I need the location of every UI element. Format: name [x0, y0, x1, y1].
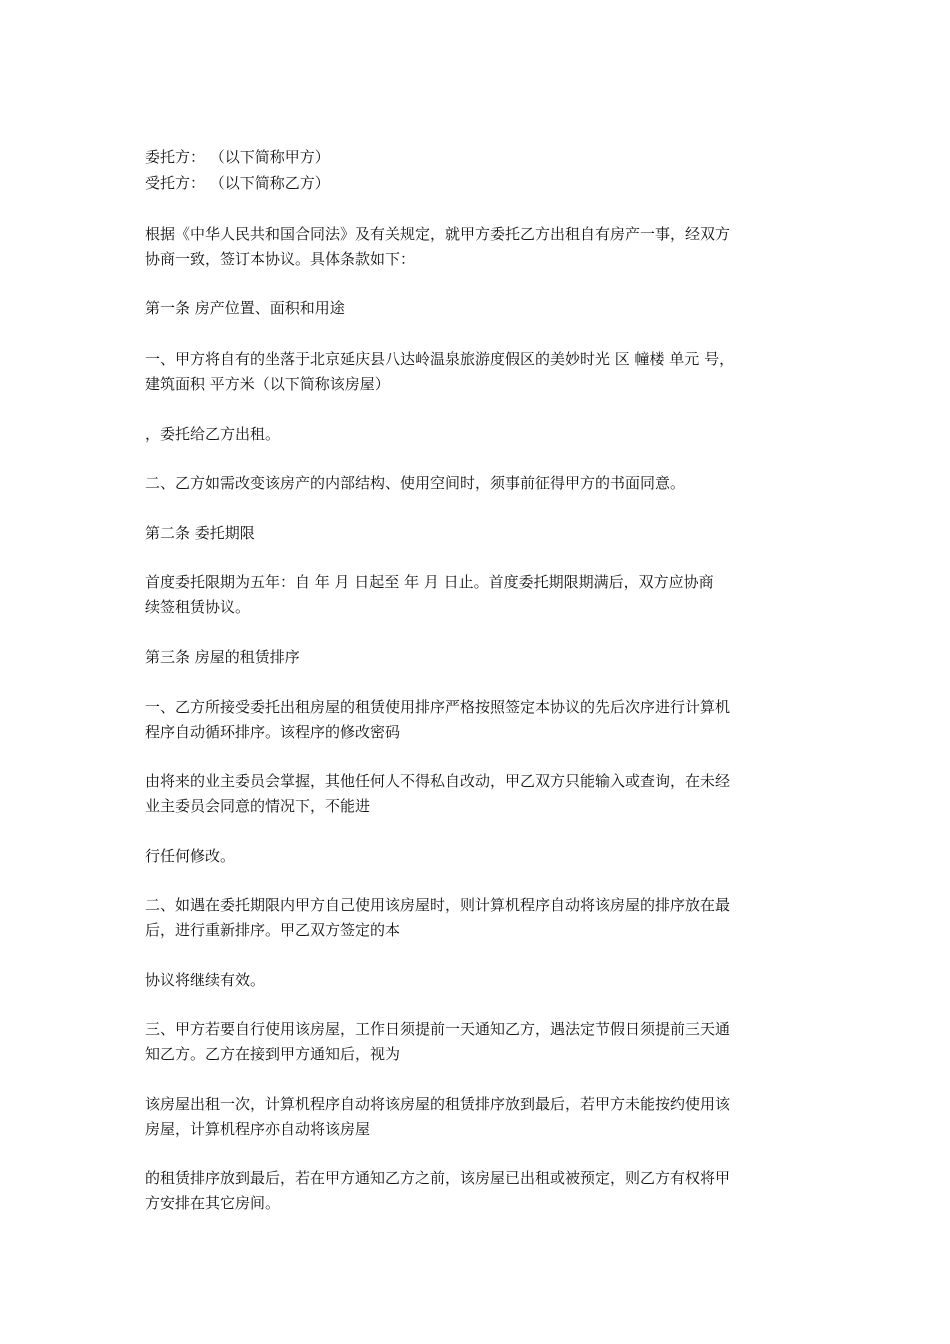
principal-line: 委托方： （以下简称甲方） — [145, 148, 330, 166]
agent-line: 受托方： （以下简称乙方） — [145, 174, 330, 192]
article3-clause1-end: 行任何修改。 — [145, 847, 236, 865]
article3-clause3-line-2: 知乙方。乙方在接到甲方通知后，视为 — [145, 1045, 401, 1063]
article3-clause3-continuation-line-1: 该房屋出租一次，计算机程序自动将该房屋的租赁排序放到最后，若甲方未能按约使用该 — [145, 1095, 731, 1113]
article3-clause3-end-line-2: 方安排在其它房间。 — [145, 1194, 281, 1212]
article3-clause2-line-1: 二、如遇在委托期限内甲方自己使用该房屋时，则计算机程序自动将该房屋的排序放在最 — [145, 896, 731, 914]
article3-clause3-continuation-line-2: 房屋，计算机程序亦自动将该房屋 — [145, 1120, 371, 1138]
article1-clause1-continuation: ，委托给乙方出租。 — [145, 425, 281, 443]
article3-clause1-line-2: 程序自动循环排序。该程序的修改密码 — [145, 723, 401, 741]
article3-clause3-end-line-1: 的租赁排序放到最后，若在甲方通知乙方之前，该房屋已出租或被预定，则乙方有权将甲 — [145, 1169, 731, 1187]
intro-line-2: 协商一致，签订本协议。具体条款如下： — [145, 250, 416, 268]
article2-text-line-1: 首度委托限期为五年：自 年 月 日起至 年 月 日止。首度委托期限期满后，双方应协商 — [145, 573, 714, 591]
article3-clause2-end: 协议将继续有效。 — [145, 971, 266, 989]
article2-title: 第二条 委托期限 — [145, 524, 255, 542]
article3-clause2-line-2: 后，进行重新排序。甲乙双方签定的本 — [145, 921, 401, 939]
article1-clause1-line-1: 一、甲方将自有的坐落于北京延庆县八达岭温泉旅游度假区的美妙时光 区 幢楼 单元 号， — [145, 350, 735, 368]
intro-line-1: 根据《中华人民共和国合同法》及有关规定，就甲方委托乙方出租自有房产一事，经双方 — [145, 225, 731, 243]
article3-clause1-line-1: 一、乙方所接受委托出租房屋的租赁使用排序严格按照签定本协议的先后次序进行计算机 — [145, 698, 731, 716]
article1-clause2: 二、乙方如需改变该房产的内部结构、使用空间时，须事前征得甲方的书面同意。 — [145, 474, 686, 492]
article3-title: 第三条 房屋的租赁排序 — [145, 648, 300, 666]
article2-text-line-2: 续签租赁协议。 — [145, 598, 251, 616]
article1-title: 第一条 房产位置、面积和用途 — [145, 299, 345, 317]
article3-clause1-continuation-line-2: 业主委员会同意的情况下，不能进 — [145, 797, 371, 815]
article1-clause1-line-2: 建筑面积 平方米（以下简称该房屋） — [145, 375, 390, 393]
article3-clause3-line-1: 三、甲方若要自行使用该房屋，工作日须提前一天通知乙方，遇法定节假日须提前三天通 — [145, 1020, 731, 1038]
article3-clause1-continuation-line-1: 由将来的业主委员会掌握，其他任何人不得私自改动，甲乙双方只能输入或查询，在未经 — [145, 772, 731, 790]
